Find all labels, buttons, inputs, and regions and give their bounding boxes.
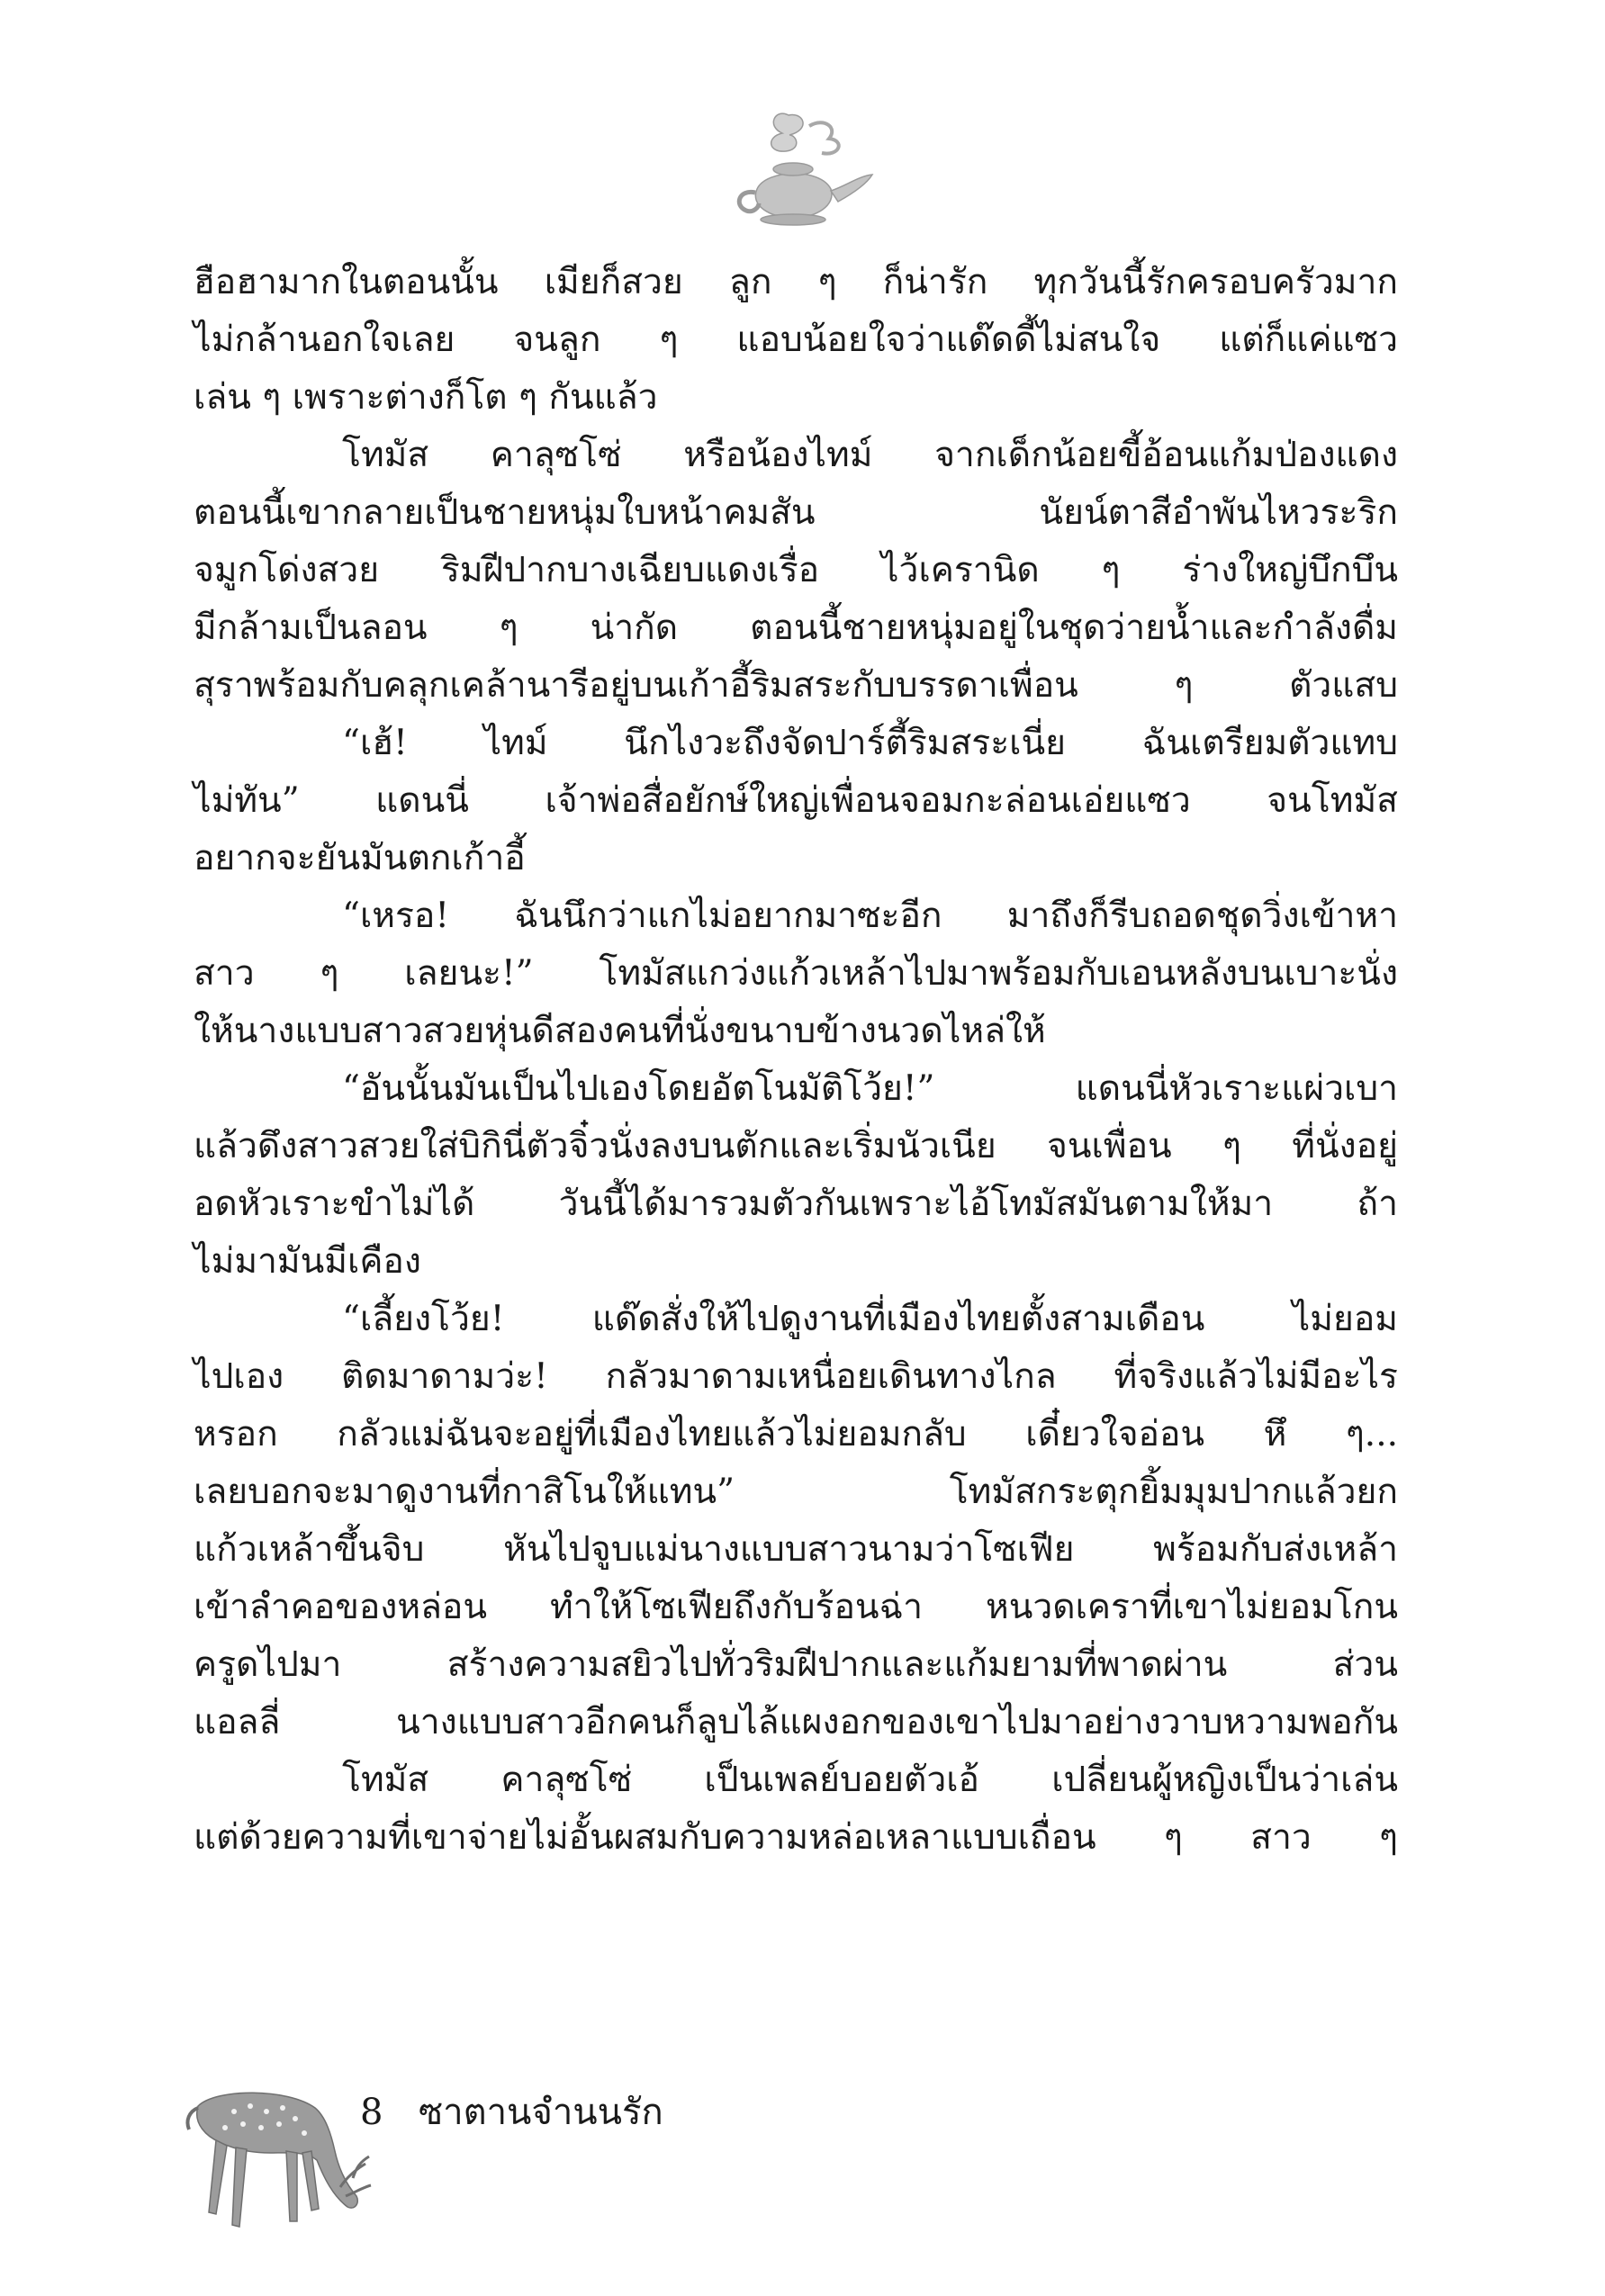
text-line: เล่น ๆ เพราะต่างก็โต ๆ กันแล้ว (194, 377, 658, 418)
chapter-body (194, 254, 1398, 1867)
text-line: อดหัวเราะขำไม่ได้ วันนี้ได้มารวมตัวกันเพราะไอ้โทมัสมันตามให้มา ถ้า (194, 1184, 1398, 1224)
text-line: แก้วเหล้าขึ้นจิบ หันไปจูบแม่นางแบบสาวนามว่าโซเฟีย พร้อมกับส่งเหล้า (194, 1529, 1398, 1570)
paragraph-first-line: โทมัส คาลุซโซ่ เป็นเพลย์บอยตัวเอ้ เปลี่ยนผู้หญิงเป็นว่าเล่น (342, 1760, 1398, 1800)
text-line: ให้นางแบบสาวสวยหุ่นดีสองคนที่นั่งขนาบข้างนวดไหล่ให้ (194, 1011, 1046, 1051)
deer-icon (180, 2052, 378, 2241)
paragraph-first-line: “เลี้ยงโว้ย! แด๊ดสั่งให้ไปดูงานที่เมืองไทยตั้งสามเดือน ไม่ยอม (342, 1299, 1398, 1339)
text-line: เข้าลำคอของหล่อน ทำให้โซเฟียถึงกับร้อนฉ่า หนวดเคราที่เขาไม่ยอมโกน (194, 1587, 1398, 1627)
text-line: ไม่มามันมีเคือง (194, 1241, 421, 1282)
text-line: มีกล้ามเป็นลอน ๆ น่ากัด ตอนนี้ชายหนุ่มอยู่ในชุดว่ายน้ำและกำลังดื่ม (194, 608, 1398, 648)
book-title: ซาตานจำนนรัก (419, 2092, 663, 2133)
text-line: หรอก กลัวแม่ฉันจะอยู่ที่เมืองไทยแล้วไม่ยอมกลับ เดี๋ยวใจอ่อน หึ ๆ... (194, 1414, 1398, 1454)
text-line: ฮือฮามากในตอนนั้น เมียก็สวย ลูก ๆ ก็น่ารัก ทุกวันนี้รักครอบครัวมาก (194, 262, 1398, 302)
text-line: ไม่กล้านอกใจเลย จนลูก ๆ แอบน้อยใจว่าแด๊ดดี้ไม่สนใจ แต่ก็แค่แซว (194, 320, 1398, 360)
teapot-genie-icon (703, 99, 883, 234)
text-line: แล้วดึงสาวสวยใส่บิกินี่ตัวจิ๋วนั่งลงบนตักและเริ่มนัวเนีย จนเพื่อน ๆ ที่นั่งอยู่ (194, 1126, 1398, 1166)
text-line: เลยบอกจะมาดูงานที่กาสิโนให้แทน” โทมัสกระตุกยิ้มมุมปากแล้วยก (194, 1472, 1398, 1512)
text-line: อยากจะยันมันตกเก้าอี้ (194, 838, 526, 878)
text-line: ครูดไปมา สร้างความสยิวไปทั่วริมฝีปากและแก้มยามที่พาดผ่าน ส่วน (194, 1644, 1398, 1685)
text-line: จมูกโด่งสวย ริมฝีปากบางเฉียบแดงเรื่อ ไว้เครานิด ๆ ร่างใหญ่บึกบึน (194, 550, 1398, 590)
paragraph-first-line: “เฮ้! ไทม์ นึกไงวะถึงจัดปาร์ตี้ริมสระเนี่ย ฉันเตรียมตัวแทบ (342, 723, 1398, 763)
text-line: ไม่ทัน” แดนนี่ เจ้าพ่อสื่อยักษ์ใหญ่เพื่อนจอมกะล่อนเอ่ยแซว จนโทมัส (194, 780, 1398, 821)
text-line: แอลลี่ นางแบบสาวอีกคนก็ลูบไล้แผงอกของเขาไปมาอย่างวาบหวามพอกัน (194, 1702, 1398, 1742)
paragraph-first-line: โทมัส คาลุซโซ่ หรือน้องไทม์ จากเด็กน้อยขี้อ้อนแก้มป่องแดง (342, 435, 1398, 475)
text-line: สาว ๆ เลยนะ!” โทมัสแกว่งแก้วเหล้าไปมาพร้อมกับเอนหลังบนเบาะนั่ง (194, 953, 1398, 994)
paragraph-first-line: “เหรอ! ฉันนึกว่าแกไม่อยากมาซะอีก มาถึงก็รีบถอดชุดวิ่งเข้าหา (342, 896, 1398, 936)
text-line: แต่ด้วยความที่เขาจ่ายไม่อั้นผสมกับความหล่อเหลาแบบเถื่อน ๆ สาว ๆ (194, 1817, 1398, 1858)
text-line: สุราพร้อมกับคลุกเคล้านารีอยู่บนเก้าอี้ริมสระกับบรรดาเพื่อน ๆ ตัวแสบ (194, 665, 1398, 706)
paragraph-first-line: “อันนั้นมันเป็นไปเองโดยอัตโนมัติโว้ย!” แดนนี่หัวเราะแผ่วเบา (342, 1068, 1398, 1109)
page-number: 8 (360, 2092, 383, 2133)
text-line: ตอนนี้เขากลายเป็นชายหนุ่มใบหน้าคมสัน นัยน์ตาสีอำพันไหวระริก (194, 492, 1398, 533)
text-line: ไปเอง ติดมาดามว่ะ! กลัวมาดามเหนื่อยเดินทางไกล ที่จริงแล้วไม่มีอะไร (194, 1356, 1398, 1397)
